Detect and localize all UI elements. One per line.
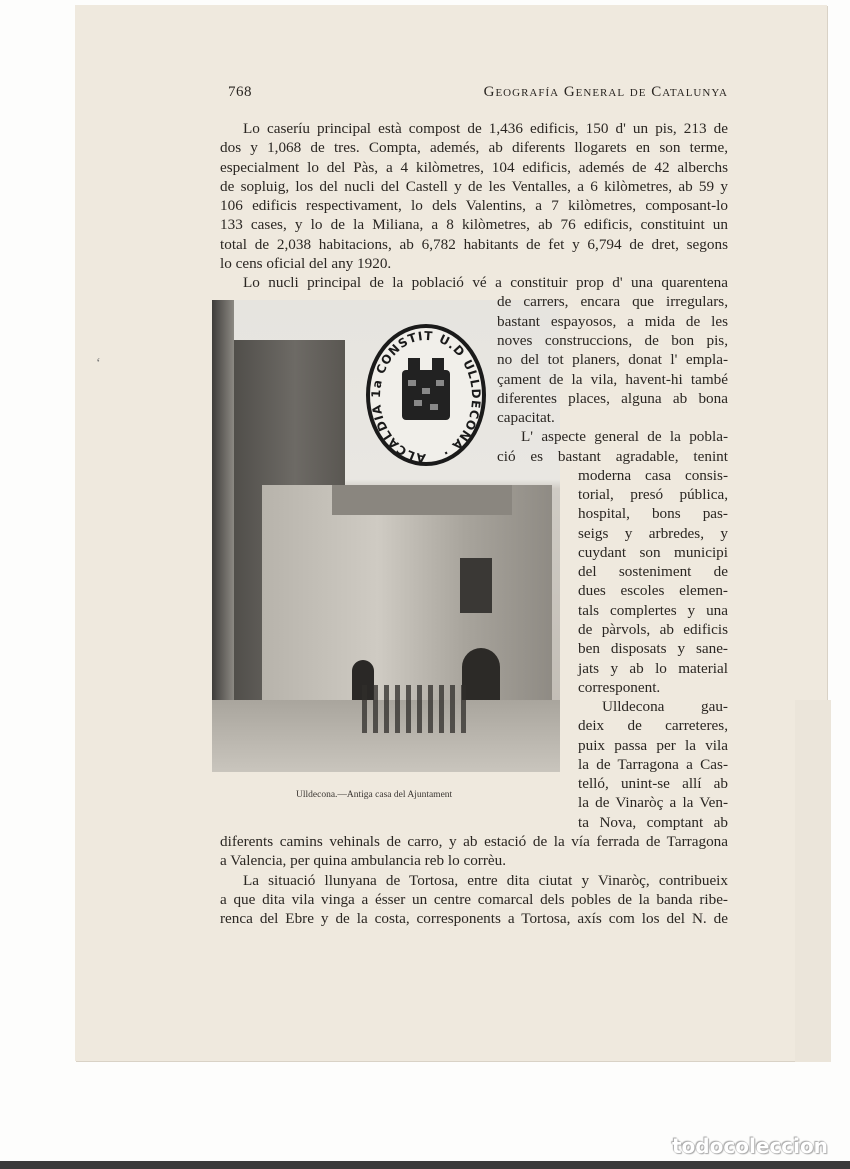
text-line: a que dita vila vinga a ésser un centre comarcal dels pobles de la banda ribe- bbox=[220, 890, 728, 908]
text-line: lo cens oficial del any 1920. bbox=[220, 254, 392, 272]
text-line: del sosteniment de bbox=[578, 563, 728, 581]
text-line: ta Nova, comptant ab bbox=[578, 813, 728, 831]
text-line: tals complertes y una bbox=[578, 601, 728, 619]
margin-mark: ʻ bbox=[96, 356, 101, 371]
text-line: Lo nucli principal de la població vé a constituir prop d' una quarentena bbox=[243, 274, 728, 292]
text-line: de sopluig, los del nucli del Castell y de les Ventalles, a 6 kilòmetres, ab 59 y bbox=[220, 177, 728, 195]
text-line: jats y ab lo material bbox=[578, 659, 728, 677]
text-line: L' aspecte general de la pobla- bbox=[521, 428, 728, 446]
text-line: moderna casa consis- bbox=[578, 466, 728, 484]
text-line: deix de carreteres, bbox=[578, 717, 728, 735]
text-line: çament de la vila, havent-hi també bbox=[497, 370, 728, 388]
text-line: a Valencia, per quina ambulancia reb lo corrèu. bbox=[220, 852, 507, 870]
text-line: ben disposats y sane- bbox=[578, 640, 728, 658]
text-line: hospital, bons pas- bbox=[578, 505, 728, 523]
running-head: Geografía General de Catalunya bbox=[483, 84, 728, 100]
text-line: de carrers, encara que irregulars, bbox=[497, 293, 728, 311]
text-line: bastant espayosos, a mida de les bbox=[497, 312, 728, 330]
text-line: dues escoles elemen- bbox=[578, 582, 728, 600]
photo-building bbox=[262, 485, 552, 700]
text-line: puix passa per la vila bbox=[578, 736, 728, 754]
text-line: cuydant son municipi bbox=[578, 543, 728, 561]
figure-caption: Ulldecona.—Antiga casa del Ajuntament bbox=[296, 790, 453, 800]
bottom-border bbox=[0, 1161, 850, 1169]
text-line: capacitat. bbox=[497, 409, 555, 427]
svg-text:ALCALDIA 1a CONSTIT U.D ULLDEC: ALCALDIA 1a CONSTIT U.D ULLDECONA · bbox=[368, 328, 484, 466]
text-line: Ulldecona gau- bbox=[602, 698, 728, 716]
text-line: 133 cases, y lo de la Miliana, a 8 kilòmetres, ab 76 edificis, constituint un bbox=[220, 216, 728, 234]
text-line: diferents camins vehinals de carro, y ab estació de la vía ferrada de Tarragona bbox=[220, 832, 728, 850]
text-line: ció es bastant agradable, tenint bbox=[497, 447, 728, 465]
text-line: renca del Ebre y de la costa, corresponents a Tortosa, axís com los del N. de bbox=[220, 910, 728, 928]
text-line: corresponent. bbox=[578, 678, 661, 696]
text-line: noves construccions, de bon pis, bbox=[497, 331, 728, 349]
photo-people bbox=[362, 685, 472, 733]
text-line: 106 edificis respectivament, lo dels Valentins, a 7 kilòmetres, composant-lo bbox=[220, 197, 728, 215]
text-line: Lo caseríu principal està compost de 1,436 edificis, 150 d' un pis, 213 de bbox=[243, 120, 728, 137]
text-line: La situació llunyana de Tortosa, entre dita ciutat y Vinaròç, contribueix bbox=[243, 871, 728, 889]
text-line: dos y 1,068 de tres. Compta, ademés, ab diferents llogarets en son terme, bbox=[220, 139, 728, 157]
photo-building-top bbox=[332, 485, 512, 515]
text-line: torial, presó pública, bbox=[578, 486, 728, 504]
text-line: de pàrvols, ab edificis bbox=[578, 621, 728, 639]
page-edge bbox=[795, 700, 831, 1062]
text-line: total de 2,038 habitacions, ab 6,782 habitants de fet y 6,794 de dret, segons bbox=[220, 235, 728, 253]
text-line: la de Vinaròç a la Ven- bbox=[578, 794, 728, 812]
text-line: especialment lo del Pàs, a 4 kilòmetres, 104 edificis, ademés de 42 alberchs bbox=[220, 158, 728, 176]
text-line: seigs y arbredes, y bbox=[578, 524, 728, 542]
photo-wall bbox=[212, 300, 234, 740]
photo-window bbox=[460, 558, 492, 613]
alcaldia-stamp bbox=[364, 322, 488, 468]
text-line: telló, unint-se allí ab bbox=[578, 775, 728, 793]
text-line: no del tot planers, donat l' empla- bbox=[497, 351, 728, 369]
text-line: la de Tarragona a Cas- bbox=[578, 755, 728, 773]
text-line: diferentes places, alguna ab bona bbox=[497, 389, 728, 407]
watermark: todocoleccion bbox=[672, 1134, 828, 1158]
page-number: 768 bbox=[228, 84, 252, 100]
